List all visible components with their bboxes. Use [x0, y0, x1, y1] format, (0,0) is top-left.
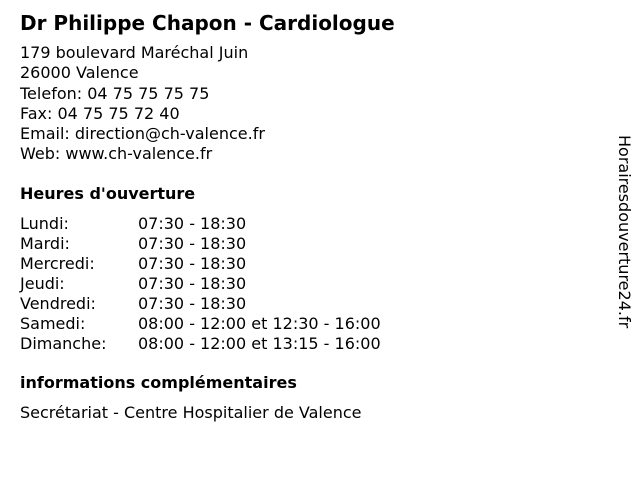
email-line: Email: direction@ch-valence.fr — [20, 124, 265, 144]
hours-row-friday — [20, 294, 600, 314]
day-label: Vendredi: — [20, 294, 96, 314]
opening-hours-heading: Heures d'ouverture — [20, 183, 196, 203]
day-label: Samedi: — [20, 314, 86, 334]
hours-row-wednesday — [20, 254, 600, 274]
hours-row-sunday — [20, 334, 600, 354]
site-brand-vertical: Horairesdouverture24.fr — [615, 135, 634, 329]
time-range: 07:30 - 18:30 — [138, 233, 247, 253]
fax-line: Fax: 04 75 75 72 40 — [20, 103, 180, 123]
hours-row-monday — [20, 214, 600, 234]
address-city: 26000 Valence — [20, 63, 139, 83]
day-label: Lundi: — [20, 213, 69, 233]
hours-row-tuesday — [20, 234, 600, 254]
time-range: 08:00 - 12:00 et 13:15 - 16:00 — [138, 334, 381, 354]
day-label: Mardi: — [20, 233, 70, 253]
time-range: 07:30 - 18:30 — [138, 253, 247, 273]
opening-hours-list — [20, 214, 600, 355]
hours-row-saturday — [20, 314, 600, 334]
day-label: Jeudi: — [20, 274, 65, 294]
time-range: 07:30 - 18:30 — [138, 294, 247, 314]
time-range: 07:30 - 18:30 — [138, 274, 247, 294]
additional-info-text: Secrétariat - Centre Hospitalier de Valence — [20, 403, 362, 423]
time-range: 08:00 - 12:00 et 12:30 - 16:00 — [138, 314, 381, 334]
contact-block — [20, 43, 600, 165]
phone-line: Telefon: 04 75 75 75 75 — [20, 83, 210, 103]
day-label: Dimanche: — [20, 334, 107, 354]
page-title: Dr Philippe Chapon - Cardiologue — [20, 11, 395, 35]
additional-info-heading: informations complémentaires — [20, 373, 297, 393]
day-label: Mercredi: — [20, 253, 95, 273]
time-range: 07:30 - 18:30 — [138, 213, 247, 233]
business-details — [20, 10, 600, 423]
hours-row-thursday — [20, 274, 600, 294]
website-line: Web: www.ch-valence.fr — [20, 144, 213, 164]
address-street: 179 boulevard Maréchal Juin — [20, 43, 249, 62]
